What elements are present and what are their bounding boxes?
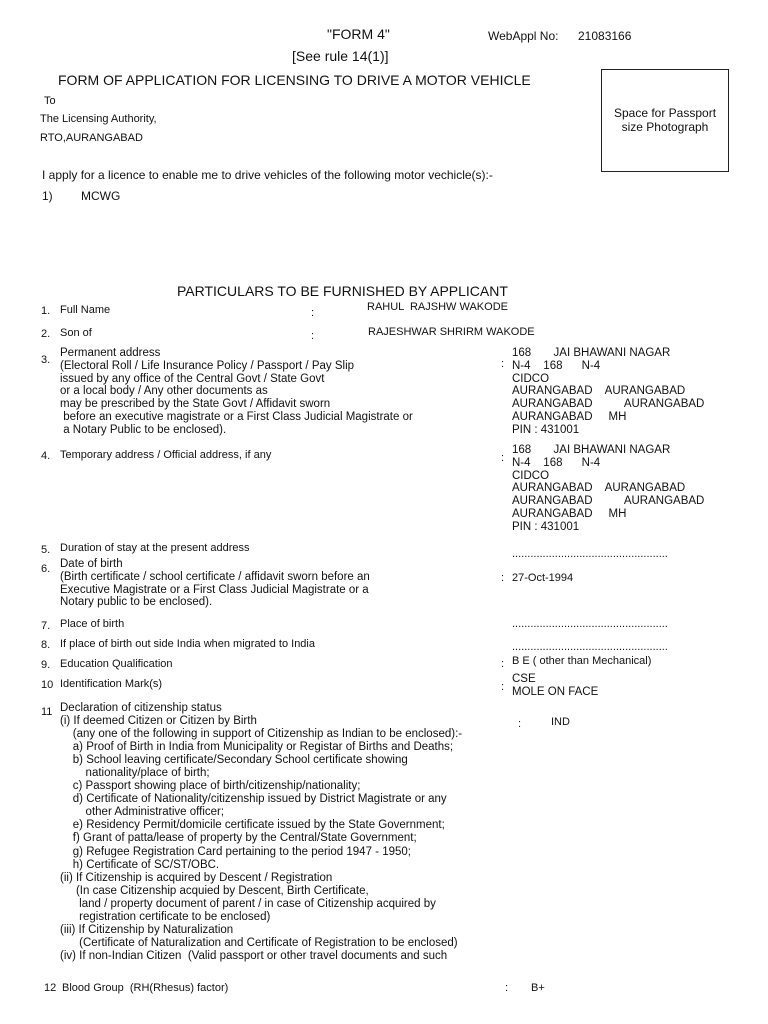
- field-9-value: B E ( other than Mechanical): [512, 655, 652, 667]
- field-1-value: RAHUL RAJSHW WAKODE: [367, 301, 508, 313]
- form-number: "FORM 4": [327, 26, 390, 42]
- field-2-value: RAJESHWAR SHRIRM WAKODE: [368, 326, 535, 338]
- field-12-colon: :: [505, 982, 509, 994]
- field-3-label: Permanent address (Electoral Roll / Life Insurance Policy / Passport / Pay Slip issued by any office of the Central Govt / State Govt or a local body / Any other documents as may be prescribed by the State Govt / Affidavit sworn before an executive magistrate or a First Class Judicial Magistrate or a Notary Public to be enclosed).: [60, 347, 413, 436]
- field-2-label: Son of: [60, 327, 92, 339]
- field-1-colon: :: [311, 307, 315, 319]
- application-intro: I apply for a licence to enable me to drive vehicles of the following motor vechicle(s):-: [42, 168, 493, 182]
- addressee-authority: The Licensing Authority,: [40, 113, 157, 125]
- field-10-label: Identification Mark(s): [60, 678, 163, 690]
- field-6-label: Date of birth (Birth certificate / school certificate / affidavit sworn before an Executive Magistrate or a First Class Judicial Magistrate or a Notary public to be enclosed).: [60, 558, 370, 609]
- field-5-number: 5.: [41, 544, 51, 556]
- webappl-number: 21083166: [578, 29, 632, 43]
- field-12-label: Blood Group (RH(Rhesus) factor): [62, 982, 229, 994]
- field-11-number: 11: [41, 706, 53, 718]
- photo-box-line2: size Photograph: [621, 120, 709, 134]
- rule-reference: [See rule 14(1)]: [292, 48, 389, 64]
- form-title: FORM OF APPLICATION FOR LICENSING TO DRIVE A MOTOR VEHICLE: [58, 72, 531, 88]
- field-4-number: 4.: [41, 450, 51, 462]
- addressee-office: RTO,AURANGABAD: [40, 132, 143, 144]
- field-6-value: 27-Oct-1994: [512, 572, 574, 584]
- field-10-colon: :: [501, 681, 505, 693]
- field-10-number: 10: [41, 679, 54, 691]
- vehicle-number: 1): [42, 189, 53, 203]
- field-7-label: Place of birth: [60, 618, 125, 630]
- field-11-colon: :: [518, 718, 522, 730]
- field-5-label: Duration of stay at the present address: [60, 542, 250, 554]
- field-3-colon: :: [501, 358, 505, 370]
- field-7-value: ...................................................: [512, 618, 668, 630]
- field-2-number: 2.: [41, 328, 51, 340]
- field-9-colon: :: [501, 658, 505, 670]
- field-1-number: 1.: [41, 305, 51, 317]
- section-title: PARTICULARS TO BE FURNISHED BY APPLICANT: [177, 283, 508, 299]
- field-11-label: Declaration of citizenship status (i) If deemed Citizen or Citizen by Birth (any one of the following in support of Citizenship as Indian to be enclosed):- a) Proof of Birth in India from Municipality or Registar of Births and Deaths; b) School leaving certificate/Secondary School certificate showing nationality/place of birth; c) Passport showing place of birth/citizenship/nationality; d) Certificate of Nationality/citizenship issued by District Magistrate or any other Administrative officer; e) Residency Permit/domicile certificate issued by the State Government; f) Grant of patta/lease of property by the Central/State Government; g) Refugee Registration Card pertaining to the period 1947 - 1950; h) Certificate of SC/ST/OBC. (ii) If Citizenship is acquired by Descent / Registration (In case Citizenship acquied by Descent, Birth Certificate, land / property document of parent / in case of Citizenship acquired by registration certificate to be enclosed) (iii) If Citizenship by Naturalization (Certificate of Naturalization and Certificate of Registration to be enclosed) (iv) If non-Indian Citizen (Valid passport or other travel documents and such: [60, 702, 463, 962]
- field-7-number: 7.: [41, 620, 51, 632]
- field-8-value: ...................................................: [512, 641, 668, 653]
- field-11-value: IND: [551, 716, 570, 728]
- field-6-colon: :: [501, 572, 505, 584]
- field-4-label: Temporary address / Official address, if any: [60, 449, 272, 461]
- field-3-number: 3.: [41, 354, 51, 366]
- field-2-colon: :: [311, 330, 315, 342]
- passport-photo-box: [601, 69, 729, 172]
- webappl-label: WebAppl No:: [488, 29, 559, 43]
- field-10-value: CSE MOLE ON FACE: [512, 673, 599, 698]
- field-3-value: 168 JAI BHAWANI NAGAR N-4 168 N-4 CIDCO AURANGABAD AURANGABAD AURANGABAD AURANGABAD AURANGABAD MH PIN : 431001: [512, 347, 705, 436]
- field-9-label: Education Qualification: [60, 658, 173, 670]
- photo-box-line1: Space for Passport: [613, 106, 717, 120]
- field-5-value: ...................................................: [512, 548, 668, 560]
- addressee-to: To: [44, 95, 56, 107]
- field-6-number: 6.: [41, 563, 51, 575]
- field-8-number: 8.: [41, 639, 51, 651]
- field-9-number: 9.: [41, 659, 51, 671]
- field-8-label: If place of birth out side India when migrated to India: [60, 638, 315, 650]
- field-1-label: Full Name: [60, 304, 111, 316]
- vehicle-class: MCWG: [81, 189, 121, 203]
- field-12-value: B+: [531, 982, 545, 994]
- field-4-value: 168 JAI BHAWANI NAGAR N-4 168 N-4 CIDCO AURANGABAD AURANGABAD AURANGABAD AURANGABAD AURANGABAD MH PIN : 431001: [512, 444, 705, 533]
- field-4-colon: :: [501, 452, 505, 464]
- field-12-number: 12: [44, 982, 57, 994]
